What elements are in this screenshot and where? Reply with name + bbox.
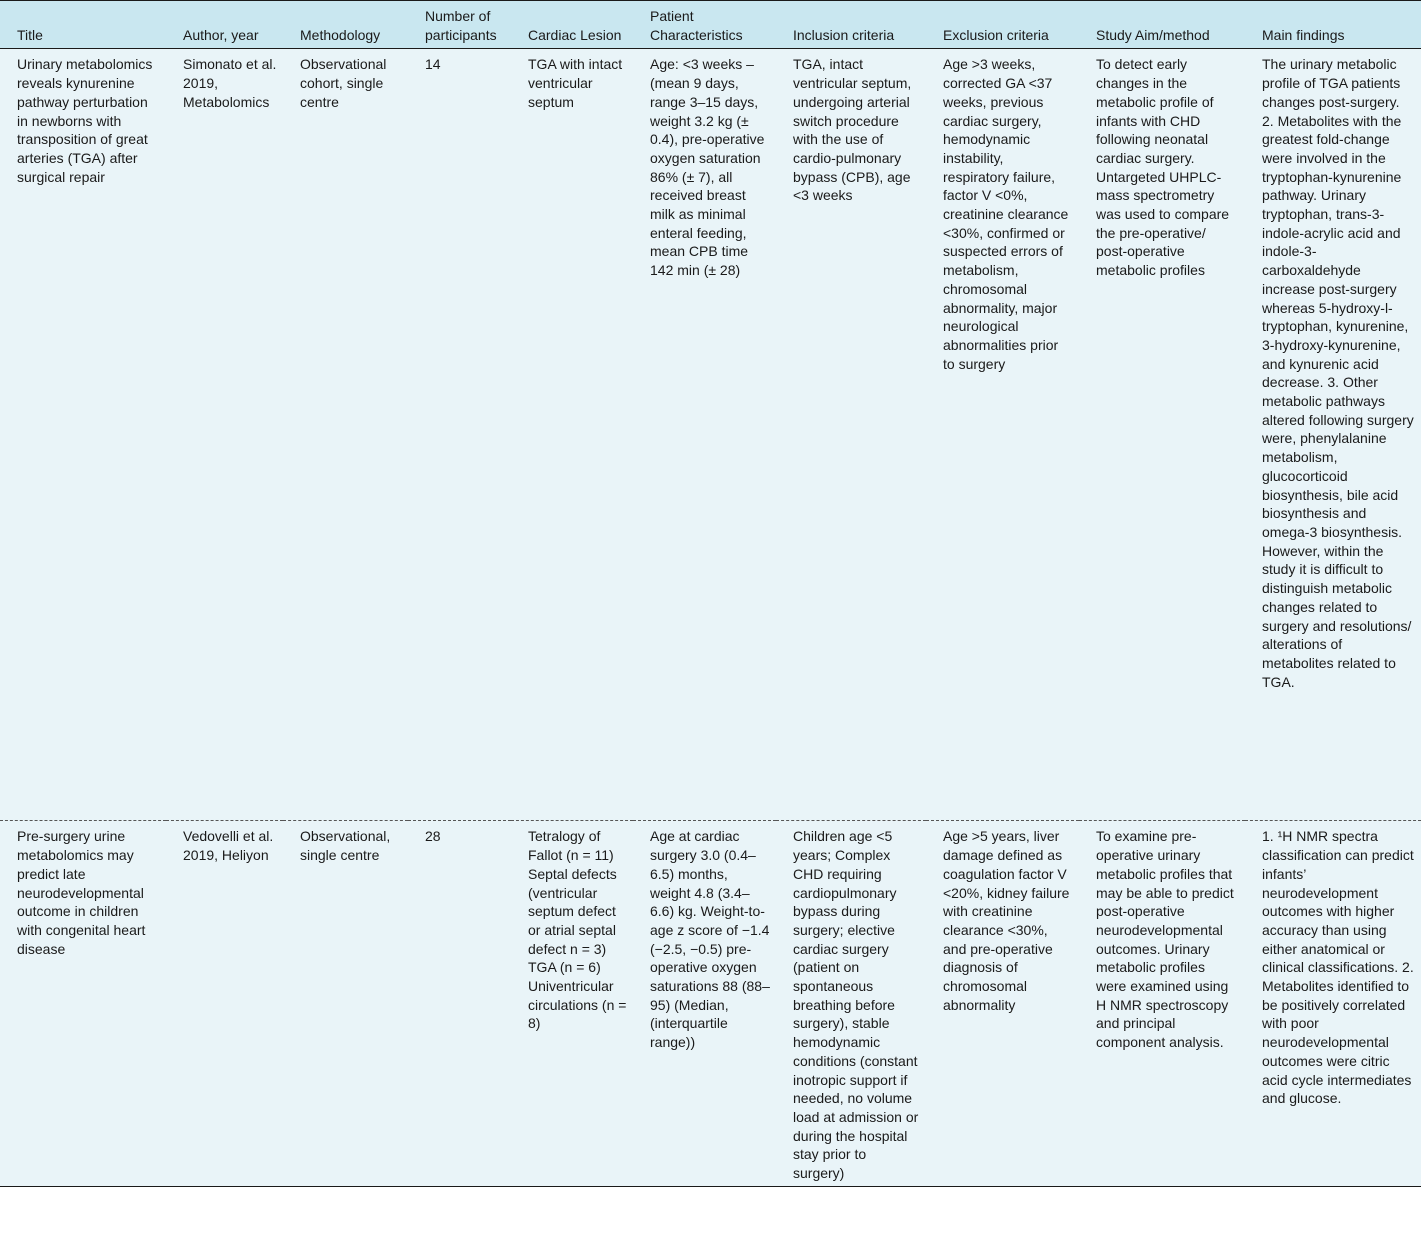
col-participants: Number of participants	[408, 1, 511, 49]
cell-title: Pre-surgery urine metabolomics may predict late neurodevelopmental outcome in children with congenital heart disease	[0, 821, 166, 1186]
cell-title: Urinary metabolomics reveals kynurenine pathway perturbation in newborns with transposition of great arteries (TGA) after surgical repair	[0, 49, 166, 821]
cell-inclusion: Children age <5 years; Complex CHD requiring cardiopulmonary bypass during surgery; elective cardiac surgery (patient on spontaneous breathing before surgery), stable hemodynamic conditions (constant inotropic support if needed, no volume load at admission or during the hospital stay prior to surgery)	[776, 821, 926, 1186]
table-header	[0, 1, 1421, 49]
cell-author-year: Simonato et al. 2019, Metabolomics	[166, 49, 283, 821]
col-exclusion: Exclusion criteria	[926, 1, 1079, 49]
cell-cardiac-lesion: Tetralogy of Fallot (n = 11) Septal defects (ventricular septum defect or atrial septal defect n = 3) TGA (n = 6) Univentricular circulations (n = 8)	[511, 821, 633, 1186]
cell-exclusion: Age >5 years, liver damage defined as coagulation factor V <20%, kidney failure with creatinine clearance <30%, and pre-operative diagnosis of chromosomal abnormality	[926, 821, 1079, 1186]
header-row	[0, 1, 1421, 49]
cell-participants: 28	[408, 821, 511, 1186]
col-patient-characteristics: Patient Characteristics	[633, 1, 776, 49]
table-row	[0, 49, 1421, 821]
table-body	[0, 49, 1421, 1186]
col-aim: Study Aim/method	[1079, 1, 1245, 49]
col-author-year: Author, year	[166, 1, 283, 49]
cell-patient-characteristics: Age at cardiac surgery 3.0 (0.4–6.5) months, weight 4.8 (3.4–6.6) kg. Weight-to-age z score of −1.4 (−2.5, −0.5) pre-operative oxygen saturations 88 (88–95) (Median, (interquartile range))	[633, 821, 776, 1186]
cell-methodology: Observational, single centre	[283, 821, 408, 1186]
cell-exclusion: Age >3 weeks, corrected GA <37 weeks, previous cardiac surgery, hemodynamic instability, respiratory failure, factor V <0%, creatinine clearance <30%, confirmed or suspected errors of metabolism, chromosomal abnormality, major neurological abnormalities prior to surgery	[926, 49, 1079, 821]
cell-patient-characteristics: Age: <3 weeks – (mean 9 days, range 3–15 days, weight 3.2 kg (± 0.4), pre-operative oxygen saturation 86% (± 7), all received breast milk as minimal enteral feeding, mean CPB time 142 min (± 28)	[633, 49, 776, 821]
col-title: Title	[0, 1, 166, 49]
col-inclusion: Inclusion criteria	[776, 1, 926, 49]
table-row	[0, 821, 1421, 1186]
cell-participants: 14	[408, 49, 511, 821]
cell-methodology: Observational cohort, single centre	[283, 49, 408, 821]
cell-aim: To examine pre-operative urinary metabolic profiles that may be able to predict post-operative neurodevelopmental outcomes. Urinary metabolic profiles were examined using H NMR spectroscopy and principal component analysis.	[1079, 821, 1245, 1186]
col-methodology: Methodology	[283, 1, 408, 49]
cell-aim: To detect early changes in the metabolic profile of infants with CHD following neonatal cardiac surgery. Untargeted UHPLC-mass spectrometry was used to compare the pre-operative/ post-operative metabolic profiles	[1079, 49, 1245, 821]
cell-cardiac-lesion: TGA with intact ventricular septum	[511, 49, 633, 821]
col-cardiac-lesion: Cardiac Lesion	[511, 1, 633, 49]
cell-findings: 1. ¹H NMR spectra classification can predict infants’ neurodevelopment outcomes with higher accuracy than using either anatomical or clinical classifications. 2. Metabolites identified to be positively correlated with poor neurodevelopmental outcomes were citric acid cycle intermediates and glucose.	[1245, 821, 1421, 1186]
cell-inclusion: TGA, intact ventricular septum, undergoing arterial switch procedure with the use of cardio-pulmonary bypass (CPB), age <3 weeks	[776, 49, 926, 821]
cell-findings: The urinary metabolic profile of TGA patients changes post-surgery. 2. Metabolites with the greatest fold-change were involved in the tryptophan-kynurenine pathway. Urinary tryptophan, trans-3-indole-acrylic acid and indole-3-carboxaldehyde increase post-surgery whereas 5-hydroxy-l-tryptophan, kynurenine, 3-hydroxy-kynurenine, and kynurenic acid decrease. 3. Other metabolic pathways altered following surgery were, phenylalanine metabolism, glucocorticoid biosynthesis, bile acid biosynthesis and omega-3 biosynthesis. However, within the study it is difficult to distinguish metabolic changes related to surgery and resolutions/ alterations of metabolites related to TGA.	[1245, 49, 1421, 821]
cell-author-year: Vedovelli et al. 2019, Heliyon	[166, 821, 283, 1186]
col-findings: Main findings	[1245, 1, 1421, 49]
